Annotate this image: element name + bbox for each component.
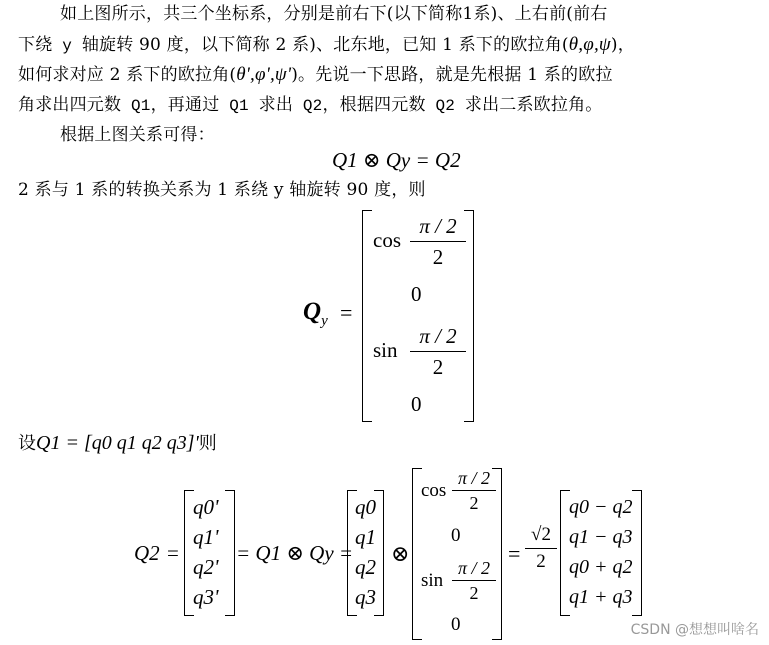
vector-entry: q2' — [193, 555, 219, 579]
fraction — [410, 211, 466, 272]
cos-label: cos — [373, 228, 401, 252]
equals-sign: = — [508, 541, 521, 566]
qy-label — [303, 298, 328, 330]
text: 如何求对应 2 系下的欧拉角( — [18, 65, 237, 85]
text: 根据上图关系可得： — [60, 125, 215, 145]
text: 求出二系欧拉角。 — [464, 95, 603, 115]
sin-label: sin — [421, 570, 444, 591]
code-q1: Q1 — [219, 97, 259, 115]
vector-entry: q0 + q2 — [569, 556, 633, 578]
fraction — [410, 321, 466, 382]
vector-entry: q0 − q2 — [569, 496, 633, 518]
vector-entry: q1 − q3 — [569, 526, 633, 548]
vector-entry: q1 + q3 — [569, 586, 633, 608]
equation-q1-qy-q2: Q1 ⊗ Qy = Q2 — [332, 148, 461, 172]
q1-vector — [355, 492, 376, 612]
text: 下绕 — [18, 35, 53, 55]
equals-sign: = — [167, 541, 179, 565]
text: ，根据四元数 — [322, 95, 426, 115]
result-vector — [569, 492, 633, 612]
paragraph2-line-2 — [18, 178, 426, 202]
text: 则 — [198, 433, 217, 454]
text: 轴旋转 90 度，以下简称 2 系)、北东地，已知 1 系下的欧拉角( — [81, 35, 569, 55]
paragraph-line-4 — [18, 93, 602, 118]
q1-definition — [18, 428, 217, 459]
matrix-entry-zero: 0 — [451, 614, 461, 635]
q2-vector — [193, 492, 219, 612]
denominator: 2 — [536, 551, 546, 572]
denominator: 2 — [469, 493, 479, 513]
euler-angles-2: θ',φ',ψ' — [236, 64, 292, 85]
y-subscript: y — [321, 313, 328, 329]
denominator: 2 — [432, 355, 444, 379]
text: ，再通过 — [150, 95, 220, 115]
matrix-entry-zero: 0 — [411, 282, 422, 306]
vector-entry: q1 — [355, 525, 376, 549]
denominator: 2 — [469, 583, 479, 603]
watermark: CSDN @想想叫啥名 — [630, 622, 759, 638]
right-bracket — [632, 490, 642, 616]
paragraph-line-1 — [60, 2, 608, 26]
code-y: y — [52, 37, 82, 55]
left-bracket — [362, 210, 372, 422]
fraction — [452, 466, 496, 515]
paragraph2-line-1 — [60, 123, 215, 147]
paragraph-line-3 — [18, 63, 613, 87]
numerator: √2 — [525, 522, 557, 549]
vector-entry: q0 — [355, 495, 376, 519]
text: 角求出四元数 — [18, 95, 122, 115]
paragraph-line-2 — [18, 33, 635, 58]
numerator: π / 2 — [452, 556, 496, 581]
middle-expression: = Q1 ⊗ Qy = — [236, 541, 354, 565]
code-q1: Q1 — [121, 97, 151, 115]
right-bracket — [225, 490, 235, 616]
code-q2: Q2 — [293, 97, 323, 115]
euler-angles-1: θ,φ,ψ — [568, 34, 611, 55]
vector-entry: q1' — [193, 525, 219, 549]
denominator: 2 — [432, 245, 444, 269]
q1-expression: Q1 = [q0 q1 q2 q3]' — [36, 432, 199, 454]
q-symbol: Q — [303, 298, 322, 325]
fraction — [452, 556, 496, 605]
text: 求出 — [258, 95, 294, 115]
otimes-operator: ⊗ — [391, 541, 410, 566]
text: 2 系与 1 系的转换关系为 1 系绕 y 轴旋转 90 度，则 — [18, 180, 426, 200]
text: )。先说一下思路，就是先根据 1 系的欧拉 — [291, 65, 613, 85]
sqrt2-over-2 — [525, 522, 557, 575]
equals-sign: = — [340, 300, 353, 325]
code-q2: Q2 — [425, 97, 465, 115]
matrix-entry-zero: 0 — [411, 392, 422, 416]
numerator: π / 2 — [410, 211, 466, 242]
vector-entry: q3 — [355, 585, 376, 609]
text: )， — [610, 35, 635, 55]
numerator: π / 2 — [410, 321, 466, 352]
vector-entry: q2 — [355, 555, 376, 579]
text: 如上图所示，共三个坐标系，分别是前右下(以下简称1系)、上右前(前右 — [60, 4, 608, 24]
cos-label: cos — [421, 480, 447, 501]
numerator: π / 2 — [452, 466, 496, 491]
text: 设 — [18, 433, 36, 454]
vector-entry: q3' — [193, 585, 219, 609]
sin-label: sin — [373, 338, 398, 362]
vector-entry: q0' — [193, 495, 219, 519]
matrix-entry-zero: 0 — [451, 525, 461, 546]
q2-label: Q2 — [134, 541, 160, 565]
